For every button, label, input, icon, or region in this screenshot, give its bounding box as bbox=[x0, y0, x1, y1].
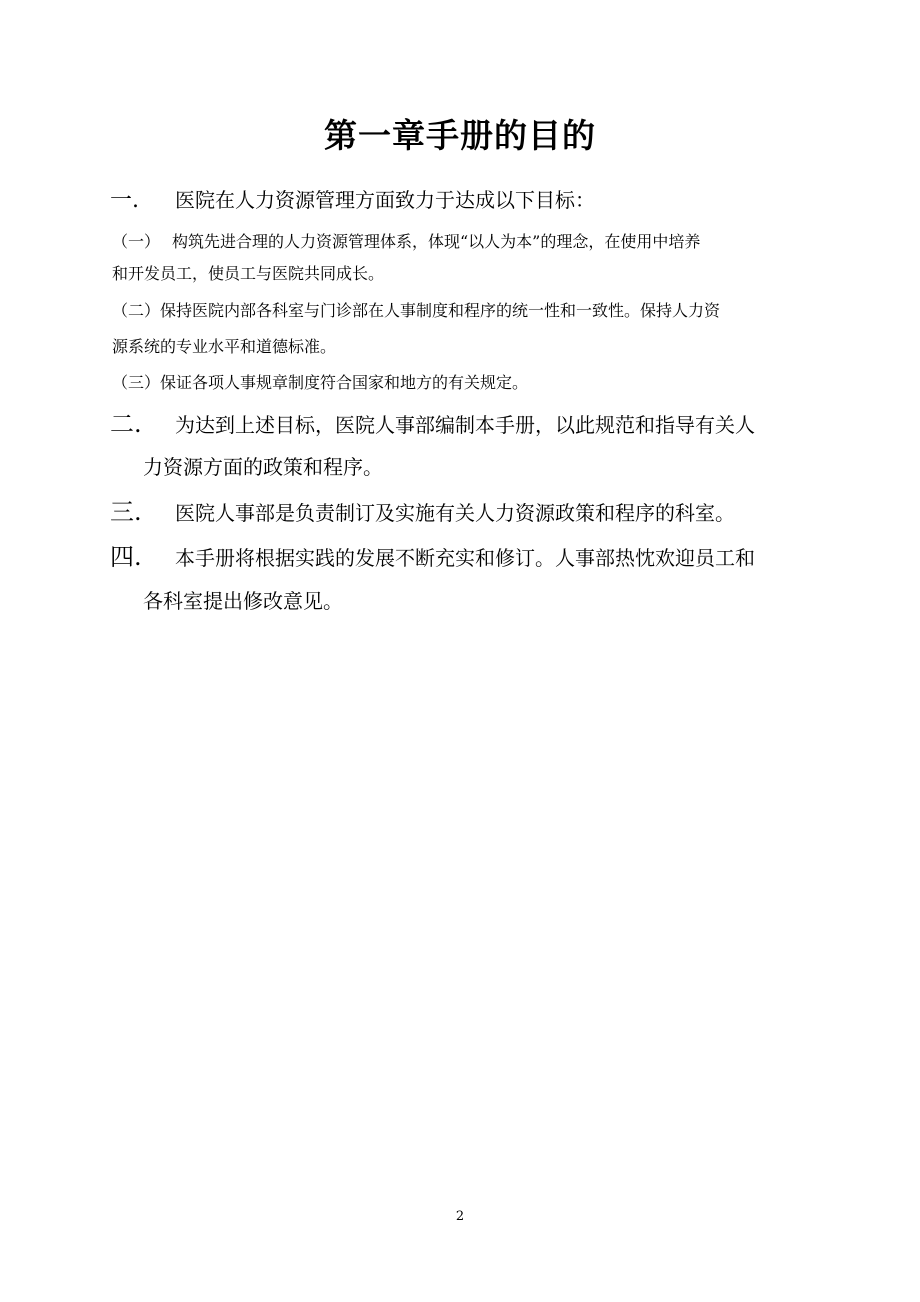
section-2-text-line1: 为达到上述目标，医院人事部编制本手册，以此规范和指导有关人 bbox=[175, 413, 755, 437]
subitem-1-text-line1: 构筑先进合理的人力资源管理体系，体现“以人为本”的理念，在使用中培养 bbox=[172, 232, 701, 251]
section-4-line1 bbox=[110, 539, 822, 576]
section-1-text: 医院在人力资源管理方面致力于达成以下目标： bbox=[175, 188, 595, 212]
section-1-heading bbox=[110, 182, 822, 219]
section-3-number: 三. bbox=[110, 498, 142, 526]
subitem-3-number: （三） bbox=[112, 373, 161, 392]
subitem-1-line1 bbox=[112, 228, 700, 256]
page-number: 2 bbox=[455, 1209, 465, 1224]
section-4-line2: 各科室提出修改意见。 bbox=[143, 589, 343, 613]
section-2-line2: 力资源方面的政策和程序。 bbox=[143, 455, 383, 479]
subitem-2-line1 bbox=[112, 297, 720, 325]
subitem-1-line2: 和开发员工，使员工与医院共同成长。 bbox=[112, 264, 385, 283]
subitem-2-number: （二） bbox=[112, 301, 161, 320]
section-2-line1 bbox=[110, 406, 822, 443]
section-3-line1 bbox=[110, 494, 822, 531]
subitem-3-line1 bbox=[112, 369, 528, 397]
subitem-2-line2: 源系统的专业水平和道德标准。 bbox=[112, 337, 337, 356]
section-4-number: 四. bbox=[110, 543, 142, 571]
section-2-number: 二. bbox=[110, 410, 142, 438]
chapter-title: 第一章手册的目的 bbox=[324, 116, 596, 155]
subitem-2-text-line1: 保持医院内部各科室与门诊部在人事制度和程序的统一性和一致性。保持人力资 bbox=[160, 301, 721, 320]
section-1-number: 一. bbox=[110, 188, 139, 213]
subitem-3-text-line1: 保证各项人事规章制度符合国家和地方的有关规定。 bbox=[160, 373, 529, 392]
subitem-1-number: （一） bbox=[112, 232, 161, 251]
section-4-text-line1: 本手册将根据实践的发展不断充实和修订。人事部热忱欢迎员工和 bbox=[175, 546, 755, 570]
section-3-text-line1: 医院人事部是负责制订及实施有关人力资源政策和程序的科室。 bbox=[175, 501, 735, 525]
